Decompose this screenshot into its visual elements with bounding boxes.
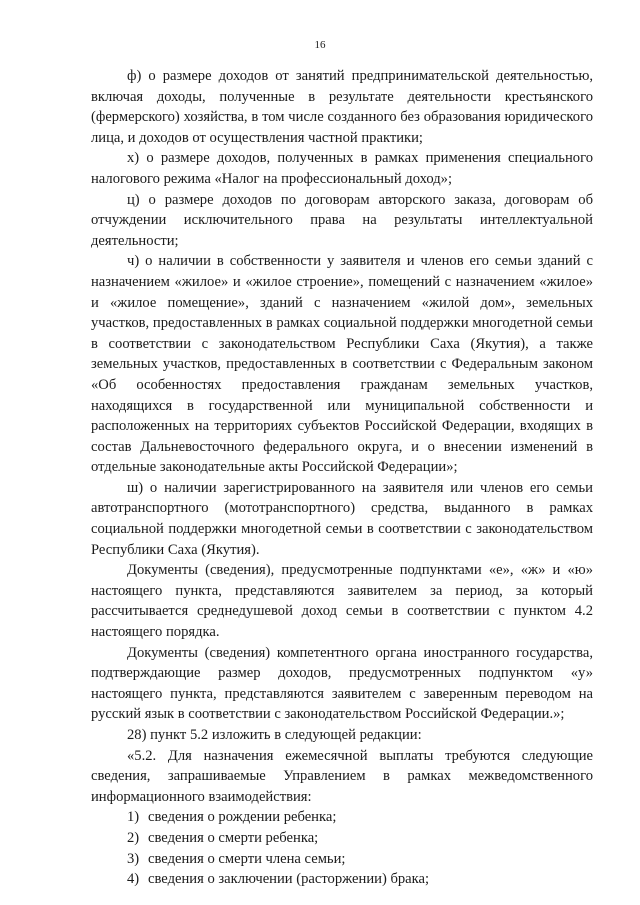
paragraph-documents-foreign: Документы (сведения) компетентного органа иностранного государства, подтверждающие размер доходов, предусмотренных подпунктом «у» настоящего пункта, представляются заявителем с заверенным переводом на русский язык в соответствии с законодательством Российской Федерации.»; xyxy=(91,644,593,723)
list-item-number: 3) xyxy=(127,850,140,867)
list-item xyxy=(91,849,593,870)
list-item-text: сведения о смерти члена семьи; xyxy=(148,850,346,867)
list-item xyxy=(91,828,593,849)
paragraph-ch: ч) о наличии в собственности у заявителя и членов его семьи зданий с назначением «жилое» и «жилое строение», помещений с назначением «жилое» и «жилое помещение», зданий с назначением «жилой дом», земельных участков, предоставленных в рамках социальной поддержки многодетной семьи в соответствии с законодательством Республики Саха (Якутия), а также земельных участков, предоставленных в соответствии с Федеральным законом «Об особенностях предоставления гражданам земельных участков, находящихся в государственной или муниципальной собственности и расположенных на территориях субъектов Российской Федерации, входящих в состав Дальневосточного федерального округа, и о внесении изменений в отдельные законодательные акты Российской Федерации»; xyxy=(91,253,593,476)
list-item xyxy=(91,807,593,828)
paragraph-sh: ш) о наличии зарегистрированного на заявителя или членов его семьи автотранспортного (мототранспортного) средства, выданного в рамках социальной поддержки многодетной семьи в соответствии с законодательством Республики Саха (Якутия). xyxy=(91,479,593,558)
list-item-number: 2) xyxy=(127,829,140,846)
paragraph-kh: х) о размере доходов, полученных в рамках применения специального налогового режима «Налог на профессиональный доход»; xyxy=(91,150,593,187)
page-number: 16 xyxy=(314,39,326,51)
list-item xyxy=(91,869,593,890)
paragraph-ts: ц) о размере доходов по договорам авторского заказа, договорам об отчуждении исключительного права на результаты интеллектуальной деятельности; xyxy=(91,191,593,249)
list-item-text: сведения о заключении (расторжении) брака; xyxy=(148,871,430,888)
list-item-number: 1) xyxy=(127,809,140,826)
paragraph-f: ф) о размере доходов от занятий предпринимательской деятельностью, включая доходы, полученные в результате деятельности крестьянского (фермерского) хозяйства, в том числе созданного без образования юридического лица, и доходов от осуществления частной практики; xyxy=(91,68,593,146)
paragraph-documents-period: Документы (сведения), предусмотренные подпунктами «е», «ж» и «ю» настоящего пункта, представляются заявителем за период, за который рассчитывается среднедушевой доход семьи в соответствии с пунктом 4.2 настоящего порядка. xyxy=(91,562,593,641)
paragraph-item-28: 28) пункт 5.2 изложить в следующей редакции: xyxy=(127,727,422,743)
information-list xyxy=(91,807,593,889)
list-item-text: сведения о смерти ребенка; xyxy=(148,829,319,846)
list-item-number: 4) xyxy=(127,871,140,888)
document-body xyxy=(91,66,593,890)
list-item-text: сведения о рождении ребенка; xyxy=(148,809,337,826)
paragraph-5-2: «5.2. Для назначения ежемесячной выплаты требуются следующие сведения, запрашиваемые Управлением в рамках межведомственного информационного взаимодействия: xyxy=(91,747,593,805)
